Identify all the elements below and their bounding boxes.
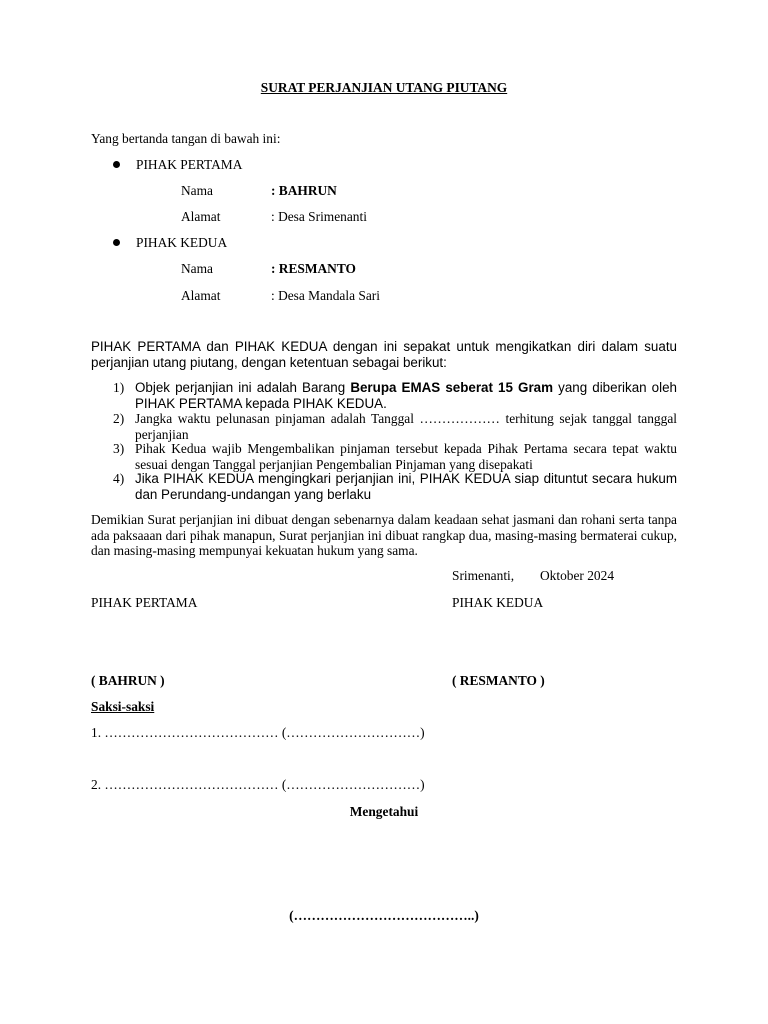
- bullet-icon: [113, 239, 120, 246]
- agreement-intro-paragraph: PIHAK PERTAMA dan PIHAK KEDUA dengan ini sepakat untuk mengikatkan diri dalam suatu perjanjian utang piutang, dengan ketentuan sebagai berikut:: [91, 339, 677, 370]
- party-one-heading: PIHAK PERTAMA: [136, 157, 243, 172]
- party-two-heading: PIHAK KEDUA: [136, 235, 228, 250]
- term-text: Jangka waktu pelunasan pinjaman adalah Tanggal ……………… terhitung sejak tanggal tanggal perjanjian: [135, 411, 677, 442]
- term-number: 2): [113, 411, 125, 426]
- witness-line-2: 2. ………………………………… (…………………………): [91, 777, 425, 792]
- term-text-post: yang diberikan oleh PIHAK PERTAMA kepada PIHAK KEDUA.: [135, 380, 678, 411]
- acknowledged-heading: Mengetahui: [349, 804, 419, 819]
- term-number: 1): [113, 380, 125, 395]
- intro-text: Yang bertanda tangan di bawah ini:: [91, 131, 281, 146]
- party-two-name-value: : RESMANTO: [271, 261, 356, 276]
- witness-line-1: 1. ………………………………… (…………………………): [91, 725, 425, 740]
- party-two-address-label: Alamat: [181, 288, 221, 303]
- party-one-name-value: : BAHRUN: [271, 183, 337, 198]
- bullet-icon: [113, 161, 120, 168]
- signature-right-label: PIHAK KEDUA: [452, 595, 544, 610]
- signature-right-name: ( RESMANTO ): [452, 673, 545, 688]
- document-title: SURAT PERJANJIAN UTANG PIUTANG: [260, 80, 508, 95]
- signature-left-label: PIHAK PERTAMA: [91, 595, 198, 610]
- term-text: Jika PIHAK KEDUA mengingkari perjanjian ini, PIHAK KEDUA siap dituntut secara hukum dan Perundang-undangan yang berlaku: [135, 471, 677, 502]
- party-one-address-label: Alamat: [181, 209, 221, 224]
- witnesses-heading: Saksi-saksi: [91, 699, 155, 714]
- term-number: 3): [113, 441, 125, 456]
- term-text: Pihak Kedua wajib Mengembalikan pinjaman tersebut kepada Pihak Pertama secara tepat waktu sesuai dengan Tanggal perjanjian Pengembalian Pinjaman yang disepakati: [135, 441, 677, 472]
- party-two-name-label: Nama: [181, 261, 213, 276]
- acknowledged-signature-line: (…………………………………..): [289, 908, 479, 923]
- signature-left-name: ( BAHRUN ): [91, 673, 165, 688]
- party-one-address-value: : Desa Srimenanti: [271, 209, 367, 224]
- party-two-address-value: : Desa Mandala Sari: [271, 288, 380, 303]
- term-text-bold: Berupa EMAS seberat 15 Gram: [350, 380, 554, 395]
- date-text: Oktober 2024: [540, 568, 615, 583]
- party-one-name-label: Nama: [181, 183, 213, 198]
- term-text-pre: Objek perjanjian ini adalah Barang: [135, 380, 351, 395]
- term-number: 4): [113, 471, 125, 486]
- closing-paragraph: Demikian Surat perjanjian ini dibuat dengan sebenarnya dalam keadaan sehat jasmani dan rohani serta tanpa ada paksaaan dari pihak manapun, Surat perjanjian ini dibuat rangkap dua, masing-masing bermaterai cukup, dan masing-masing mempunyai kekuatan hukum yang sama.: [91, 512, 677, 558]
- term-text: [135, 380, 677, 411]
- place-text: Srimenanti,: [452, 568, 515, 583]
